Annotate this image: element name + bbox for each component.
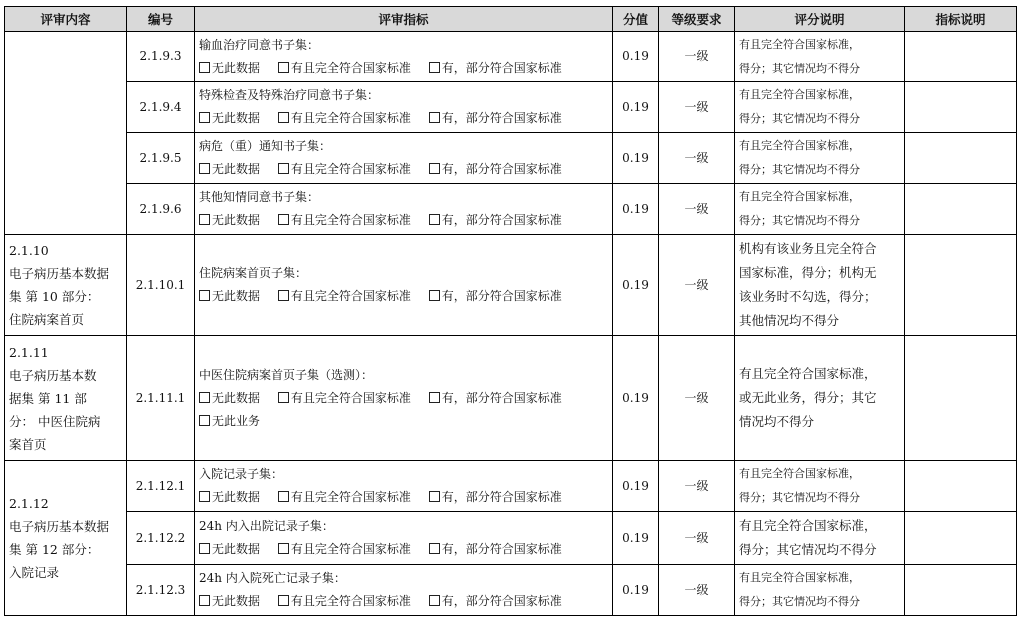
- option-none[interactable]: 无此数据: [199, 61, 260, 75]
- option-group: [199, 57, 608, 80]
- option-group: [199, 538, 608, 561]
- score-cell: 0.19: [613, 184, 659, 235]
- section-cell: [5, 461, 127, 616]
- option-full[interactable]: 有且完全符合国家标准: [278, 542, 411, 556]
- indicator-title: 中医住院病案首页子集（选测）：: [199, 367, 374, 382]
- checkbox-icon: [199, 491, 210, 502]
- explain-line: 有且完全符合国家标准，: [739, 139, 860, 152]
- note-cell: [905, 133, 1017, 184]
- section-cell: [5, 235, 127, 336]
- option-group: [199, 387, 608, 410]
- explain-line: 得分；其它情况均不得分: [739, 595, 860, 608]
- option-partial[interactable]: 有，部分符合国家标准: [429, 542, 562, 556]
- option-partial[interactable]: 有，部分符合国家标准: [429, 594, 562, 608]
- explain-line: 有且完全符合国家标准，: [739, 518, 877, 533]
- checkbox-icon: [199, 392, 210, 403]
- level-cell: 一级: [659, 184, 735, 235]
- indicator-cell: [195, 336, 613, 461]
- section-title-line: 案首页: [9, 436, 47, 452]
- explain-line: 有且完全符合国家标准，: [739, 37, 860, 51]
- checkbox-icon: [278, 491, 289, 502]
- indicator-cell: [195, 461, 613, 512]
- indicator-title: 住院病案首页子集：: [199, 266, 308, 280]
- section-title-line: 入院记录: [9, 565, 60, 580]
- option-full[interactable]: 有且完全符合国家标准: [278, 111, 411, 125]
- note-cell: [905, 184, 1017, 235]
- checkbox-icon: [278, 543, 289, 554]
- code-cell: 2.1.12.1: [127, 461, 195, 512]
- score-cell: 0.19: [613, 82, 659, 133]
- checkbox-icon: [199, 415, 210, 426]
- section-cell-empty: [5, 32, 127, 235]
- code-cell: 2.1.9.4: [127, 82, 195, 133]
- section-title-line: 集 第 12 部分：: [9, 542, 100, 557]
- level-cell: 一级: [659, 565, 735, 616]
- note-cell: [905, 32, 1017, 82]
- code-cell: 2.1.12.2: [127, 512, 195, 565]
- checkbox-icon: [429, 543, 440, 554]
- code-cell: 2.1.9.5: [127, 133, 195, 184]
- option-partial[interactable]: 有，部分符合国家标准: [429, 61, 562, 75]
- indicator-cell: [195, 32, 613, 82]
- indicator-cell: [195, 82, 613, 133]
- indicator-title: 其他知情同意书子集：: [199, 190, 320, 204]
- note-cell: [905, 512, 1017, 565]
- note-cell: [905, 235, 1017, 336]
- checkbox-icon: [199, 543, 210, 554]
- option-full[interactable]: 有且完全符合国家标准: [278, 594, 411, 608]
- explain-line: 该业务时不勾选，得分；: [739, 289, 877, 304]
- score-cell: 0.19: [613, 565, 659, 616]
- section-title-line: 集 第 10 部分：: [9, 289, 100, 304]
- checkbox-icon: [429, 392, 440, 403]
- explain-line: 有且完全符合国家标准，: [739, 366, 877, 381]
- table-row: [5, 512, 1017, 565]
- option-group: [199, 590, 608, 613]
- option-none[interactable]: 无此数据: [199, 289, 260, 303]
- option-group: [199, 209, 608, 232]
- option-partial[interactable]: 有，部分符合国家标准: [429, 391, 562, 405]
- option-group: [199, 410, 608, 433]
- explain-line: 得分；其它情况均不得分: [739, 491, 860, 504]
- score-cell: 0.19: [613, 235, 659, 336]
- explain-line: 有且完全符合国家标准，: [739, 571, 860, 584]
- option-full[interactable]: 有且完全符合国家标准: [278, 61, 411, 75]
- option-full[interactable]: 有且完全符合国家标准: [278, 490, 411, 504]
- section-title-line: 电子病历基本数据: [9, 519, 110, 534]
- level-cell: 一级: [659, 512, 735, 565]
- header-cell: 等级要求: [659, 7, 735, 32]
- explain-line: 其他情况均不得分: [739, 313, 840, 328]
- indicator-title: 入院记录子集：: [199, 467, 284, 481]
- table-row: [5, 133, 1017, 184]
- level-cell: 一级: [659, 235, 735, 336]
- checkbox-icon: [278, 290, 289, 301]
- checkbox-icon: [278, 214, 289, 225]
- checkbox-icon: [429, 62, 440, 73]
- option-partial[interactable]: 有，部分符合国家标准: [429, 162, 562, 176]
- explain-line: 国家标准，得分；机构无: [739, 265, 877, 280]
- section-cell: [5, 336, 127, 461]
- checkbox-icon: [429, 595, 440, 606]
- header-row: [5, 7, 1017, 32]
- explain-line: 得分；其它情况均不得分: [739, 163, 860, 176]
- table-row: [5, 336, 1017, 461]
- header-cell: 指标说明: [905, 7, 1017, 32]
- table-row: [5, 32, 1017, 82]
- table-row: [5, 461, 1017, 512]
- option-group: [199, 158, 608, 181]
- option-none[interactable]: 无此数据: [199, 162, 260, 176]
- checkbox-icon: [199, 62, 210, 73]
- score-cell: 0.19: [613, 336, 659, 461]
- indicator-title: 特殊检查及特殊治疗同意书子集：: [199, 88, 380, 102]
- option-full[interactable]: 有且完全符合国家标准: [278, 213, 411, 227]
- option-partial[interactable]: 有，部分符合国家标准: [429, 213, 562, 227]
- explain-line: 或无此业务，得分；其它: [739, 390, 877, 405]
- note-cell: [905, 336, 1017, 461]
- level-cell: 一级: [659, 133, 735, 184]
- explain-cell: [735, 184, 905, 235]
- explain-line: 情况均不得分: [739, 414, 815, 429]
- code-cell: 2.1.12.3: [127, 565, 195, 616]
- indicator-cell: [195, 512, 613, 565]
- table-row: [5, 565, 1017, 616]
- indicator-title: 24h 内入出院记录子集：: [199, 519, 334, 533]
- code-cell: 2.1.11.1: [127, 336, 195, 461]
- explain-cell: [735, 235, 905, 336]
- option-full[interactable]: 有且完全符合国家标准: [278, 391, 411, 405]
- note-cell: [905, 82, 1017, 133]
- explain-line: 得分；其它情况均不得分: [739, 542, 877, 557]
- indicator-title: 病危（重）通知书子集：: [199, 139, 332, 153]
- option-partial[interactable]: 有，部分符合国家标准: [429, 289, 562, 303]
- option-full[interactable]: 有且完全符合国家标准: [278, 289, 411, 303]
- explain-cell: [735, 512, 905, 565]
- table-row: [5, 184, 1017, 235]
- option-partial[interactable]: 有，部分符合国家标准: [429, 111, 562, 125]
- header-cell: 编号: [127, 7, 195, 32]
- level-cell: 一级: [659, 32, 735, 82]
- explain-line: 得分；其它情况均不得分: [739, 112, 860, 125]
- checkbox-icon: [199, 214, 210, 225]
- option-none[interactable]: 无此数据: [199, 542, 260, 556]
- checkbox-icon: [278, 62, 289, 73]
- table-row: [5, 235, 1017, 336]
- code-cell: 2.1.9.3: [127, 32, 195, 82]
- option-group: [199, 486, 608, 509]
- checkbox-icon: [199, 112, 210, 123]
- header-cell: 分值: [613, 7, 659, 32]
- option-none[interactable]: 无此数据: [199, 391, 260, 405]
- section-code: 2.1.10: [9, 243, 49, 258]
- section-title-line: 据集 第 11 部: [9, 390, 87, 406]
- explain-cell: [735, 336, 905, 461]
- section-title-line: 电子病历基本数据: [9, 266, 110, 281]
- explain-line: 有且完全符合国家标准，: [739, 88, 860, 101]
- option-none[interactable]: 无此数据: [199, 594, 260, 608]
- header-cell: 评审内容: [5, 7, 127, 32]
- option-group: [199, 285, 608, 308]
- level-cell: 一级: [659, 82, 735, 133]
- level-cell: 一级: [659, 461, 735, 512]
- explain-line: 得分；其它情况均不得分: [739, 61, 860, 75]
- score-cell: 0.19: [613, 512, 659, 565]
- score-cell: 0.19: [613, 32, 659, 82]
- indicator-cell: [195, 565, 613, 616]
- explain-cell: [735, 565, 905, 616]
- score-cell: 0.19: [613, 461, 659, 512]
- explain-cell: [735, 461, 905, 512]
- checkbox-icon: [429, 214, 440, 225]
- explain-line: 有且完全符合国家标准，: [739, 190, 860, 203]
- note-cell: [905, 461, 1017, 512]
- option-partial[interactable]: 有，部分符合国家标准: [429, 490, 562, 504]
- checkbox-icon: [278, 595, 289, 606]
- section-title-line: 电子病历基本数: [9, 367, 97, 383]
- option-group: [199, 107, 608, 130]
- section-code: 2.1.12: [9, 496, 49, 511]
- checkbox-icon: [199, 163, 210, 174]
- checkbox-icon: [429, 290, 440, 301]
- header-cell: 评分说明: [735, 7, 905, 32]
- score-cell: 0.19: [613, 133, 659, 184]
- explain-cell: [735, 133, 905, 184]
- option-none[interactable]: 无此数据: [199, 213, 260, 227]
- indicator-cell: [195, 133, 613, 184]
- checkbox-icon: [199, 290, 210, 301]
- section-title-line: 分： 中医住院病: [9, 413, 101, 429]
- note-cell: [905, 565, 1017, 616]
- code-cell: 2.1.10.1: [127, 235, 195, 336]
- checkbox-icon: [199, 595, 210, 606]
- option-no-business[interactable]: 无此业务: [199, 414, 260, 428]
- option-none[interactable]: 无此数据: [199, 111, 260, 125]
- indicator-title: 输血治疗同意书子集：: [199, 37, 320, 52]
- section-title-line: 住院病案首页: [9, 312, 85, 327]
- checkbox-icon: [429, 163, 440, 174]
- option-none[interactable]: 无此数据: [199, 490, 260, 504]
- explain-line: 得分；其它情况均不得分: [739, 214, 860, 227]
- code-cell: 2.1.9.6: [127, 184, 195, 235]
- explain-line: 机构有该业务且完全符合: [739, 241, 877, 256]
- checkbox-icon: [429, 491, 440, 502]
- indicator-cell: [195, 235, 613, 336]
- checkbox-icon: [278, 163, 289, 174]
- checkbox-icon: [429, 112, 440, 123]
- section-code: 2.1.11: [9, 344, 49, 360]
- explain-cell: [735, 32, 905, 82]
- explain-cell: [735, 82, 905, 133]
- checkbox-icon: [278, 392, 289, 403]
- option-full[interactable]: 有且完全符合国家标准: [278, 162, 411, 176]
- evaluation-table: [4, 6, 1017, 616]
- level-cell: 一级: [659, 336, 735, 461]
- indicator-title: 24h 内入院死亡记录子集：: [199, 571, 346, 585]
- explain-line: 有且完全符合国家标准，: [739, 467, 860, 480]
- header-cell: 评审指标: [195, 7, 613, 32]
- indicator-cell: [195, 184, 613, 235]
- table-row: [5, 82, 1017, 133]
- checkbox-icon: [278, 112, 289, 123]
